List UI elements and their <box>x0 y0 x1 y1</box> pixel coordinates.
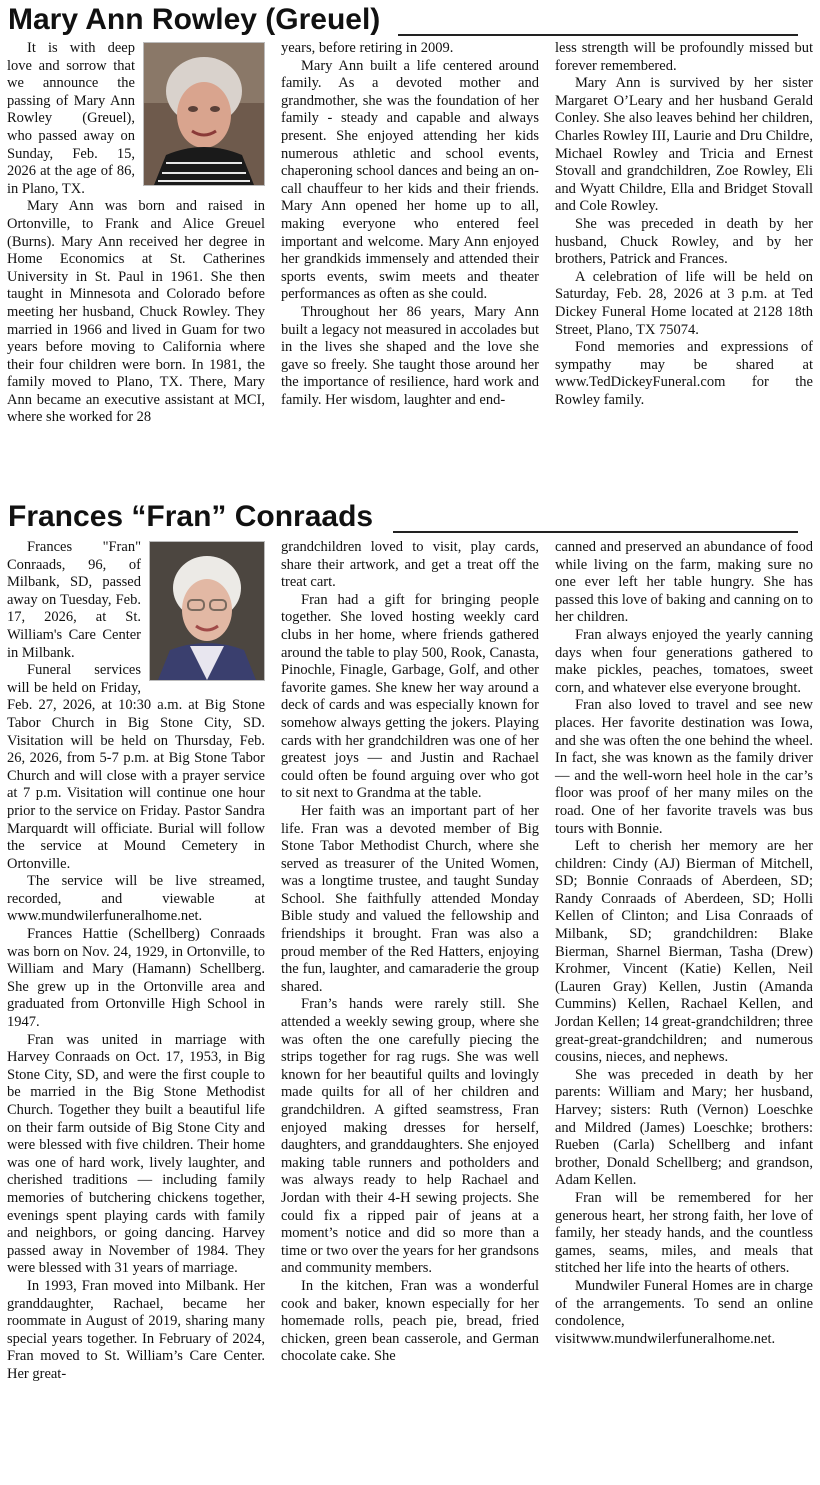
obituary-title: Frances “Fran” Conraads <box>8 500 374 533</box>
column-2 <box>281 539 539 1366</box>
paragraph: years, before retiring in 2009. <box>281 40 454 56</box>
paragraph: It is with deep love and sorrow that we announce the passing of Mary Ann Rowley (Greuel), who passed away on Sunday, Feb. 15, 2026 at the age of 86, in Plano, TX. <box>7 40 135 197</box>
portrait-photo <box>143 42 265 186</box>
column-3 <box>555 539 813 1348</box>
paragraph: Frances Hattie (Schellberg) Conraads was born on Nov. 24, 1929, in Ortonville, to William and Mary (Hamann) Schellberg. She grew up in the Ortonville area and graduated from Ortonville High School in 1947. <box>7 926 265 1031</box>
column-1 <box>7 539 265 1384</box>
paragraph: Fran’s hands were rarely still. She attended a weekly sewing group, where she was often the one carefully piecing the strips together for rag rugs. She was well known for her beautiful quilts and lovingly made quilts for all of her children and grandchildren. A gifted seamstress, Fran enjoyed making dresses for herself, daughters, and granddaughters. She enjoyed making table runners and potholders and was always ready to help Rachael and Jordan with their 4-H sewing projects. She could fix a ripped pair of jeans at a moment’s notice and did so more than a time or two over the years for her grandsons and community members. <box>281 996 539 1277</box>
paragraph: Frances "Fran" Conraads, 96, of Milbank, SD, passed away on Tuesday, Feb. 17, 2026, at St. William's Care Center in Milbank. <box>7 539 141 661</box>
paragraph: Fran also loved to travel and see new places. Her favorite destination was Iowa, and she was often the one behind the wheel. In fact, she was known as the family driver — and the well-worn heel hole in the car’s floor was proof of her many miles on the road. One of her favorite travels was bus tours with Bonnie. <box>555 697 813 837</box>
paragraph: grandchildren loved to visit, play cards, share their artwork, and get a treat off the treat cart. <box>281 539 539 591</box>
title-rule <box>398 34 798 36</box>
obituary-frances-conraads <box>0 497 820 1485</box>
paragraph: Mary Ann is survived by her sister Margaret O’Leary and her husband Gerald Conley. She also leaves behind her children, Charles Rowley III, Laurie and Dru Childre, Michael Rowley and Tricia and Ernest Stovall and grandchildren, Zoe Rowley, Eli and Wyatt Childre, Ella and Bridget Stovall and Cole Rowley. <box>555 75 813 215</box>
column-2 <box>281 40 539 409</box>
paragraph: The service will be live streamed, recorded, and viewable at www.mundwilerfuneralhome.net. <box>7 873 265 925</box>
paragraph: Fran was united in marriage with Harvey Conraads on Oct. 17, 1953, in Big Stone City, SD, and were the first couple to be married in the Big Stone Methodist Church. Together they built a beautiful life on their farm outside of Big Stone City and were blessed with five children. Their home was one of hard work, lively laughter, and cherished traditions — including family memories of butchering chickens together, evenings spent playing cards with family and neighbors, or going dancing. Harvey passed away in November of 1984. They were blessed with 31 years of marriage. <box>7 1031 265 1277</box>
paragraph: Her faith was an important part of her life. Fran was a devoted member of Big Stone Tabor Methodist Church, where she served as treasurer of the United Women, was a longtime trustee, and taught Sunday School. She faithfully attended Monday Bible study and valued the fellowship and friendships it brought. Fran was also a proud member of the Red Hatters, enjoying the fun, laughter, and camaraderie the group shared. <box>281 802 539 995</box>
paragraph: Mundwiler Funeral Homes are in charge of the arrangements. To send an online condolence, visitwww.mundwilerfuneralhome.net. <box>555 1277 813 1347</box>
obituary-mary-ann-rowley <box>0 0 820 495</box>
obituary-header <box>8 497 808 541</box>
paragraph: Fond memories and expressions of sympathy may be shared at www.TedDickeyFuneral.com for the Rowley family. <box>555 339 813 408</box>
paragraph: A celebration of life will be held on Saturday, Feb. 28, 2026 at 3 p.m. at Ted Dickey Funeral Home located at 2128 18th Street, Plano, TX 75074. <box>555 268 813 338</box>
column-3 <box>555 40 813 409</box>
paragraph: canned and preserved an abundance of food while living on the farm, making sure no one ever left her table hungry. She has passed this love of baking and canning on to her children. <box>555 539 813 626</box>
paragraph: Mary Ann built a life centered around family. As a devoted mother and grandmother, she was the foundation of her family - steady and capable and always present. She enjoyed attending her kids numerous athletic and school events, chaperoning school dances and being an on-call chauffeur to her kids and their friends. Mary Ann opened her home up to all, making everyone who entered feel important and welcome. Mary Ann enjoyed her grandkids immensely and attended their sports events, swim meets and theater performances as often as she could. <box>281 57 539 303</box>
paragraph: She was preceded in death by her parents: William and Mary; her husband, Harvey; sisters: Ruth (Vernon) Loeschke and Mildred (James) Loeschke; brothers: Rueben (Carla) Schellberg and infant brother, Donald Schellberg; and grandson, Adam Kellen. <box>555 1066 813 1189</box>
paragraph: Mary Ann was born and raised in Ortonville, to Frank and Alice Greuel (Burns). Mary Ann received her degree in Home Economics at St. Catherines University in St. Paul in 1961. She then taught in Minnesota and Colorado before meeting her husband, Chuck Rowley. They married in 1966 and lived in Guam for two years before moving to California where their four children were born. In 1981, the family moved to Plano, TX. There, Mary Ann became an executive assistant at MCI, where she worked for 28 <box>7 198 265 426</box>
column-1 <box>7 40 265 427</box>
paragraph: less strength will be profoundly missed but forever remembered. <box>555 40 813 74</box>
obituary-title: Mary Ann Rowley (Greuel) <box>8 3 381 36</box>
paragraph: Left to cherish her memory are her children: Cindy (AJ) Bierman of Mitchell, SD; Bonnie Conraads of Aberdeen, SD; Randy Conraads of Aberdeen, SD; Holli Kellen of Clinton; and Lisa Conraads of Milbank, SD; grandchildren: Blake Bierman, Sharnel Bierman, Tasha (Drew) Krohmer, Vincent (Katie) Kellen, Neil (Lauren Gray) Kellen, Justin (Amanda Cummins) Kellen, Rachael Kellen, and Jordan Kellen; 14 great-grandchildren; three great-great-grandchildren; and numerous cousins, nieces, and nephews. <box>555 838 813 1066</box>
paragraph: Throughout her 86 years, Mary Ann built a legacy not measured in accolades but in the lives she shaped and the love she gave so freely. She taught those around her the importance of resilience, hard work and family. Her wisdom, laughter and end- <box>281 303 539 408</box>
paragraph: Fran will be remembered for her generous heart, her strong faith, her love of family, her steady hands, and the countless games, seams, miles, and meals that stitched her life into the hearts of others. <box>555 1189 813 1277</box>
paragraph: Funeral services will be held on Friday, Feb. 27, 2026, at 10:30 a.m. at Big Stone Tabor Church in Big Stone City, SD. Visitation will be held on Thursday, Feb. 26, 2026, from 5-7 p.m. at Big Stone Tabor Church and will close with a prayer service at 7 p.m. Visitation will continue one hour prior to the service on Friday. Pastor Sandra Marquardt will officiate. Burial will follow the service at Mound Cemetery in Ortonville. <box>7 662 265 872</box>
portrait-photo <box>149 541 265 681</box>
title-rule <box>393 531 798 533</box>
paragraph: In the kitchen, Fran was a wonderful cook and baker, known especially for her homemade rolls, peach pie, bread, fried chicken, green bean casserole, and German chocolate cake. She <box>281 1277 539 1365</box>
paragraph: She was preceded in death by her husband, Chuck Rowley, and by her brothers, Patrick and Frances. <box>555 215 813 268</box>
paragraph: In 1993, Fran moved into Milbank. Her granddaughter, Rachael, became her roommate in August of 2019, sharing many special years together. In February of 2024, Fran moved to St. William’s Care Center. Her great- <box>7 1277 265 1382</box>
paragraph: Fran had a gift for bringing people together. She loved hosting weekly card clubs in her home, where friends gathered around the table to play 500, Rook, Canasta, Pinochle, Finagle, Garbage, Golf, and other favorite games. She knew her way around a deck of cards and was especially known for somehow always getting the jokers. Playing cards with her grandchildren was one of her greatest joys — and Justin and Rachael could often be found arguing over who got to sit next to Grandma at the table. <box>281 591 539 802</box>
obituary-header <box>8 0 808 44</box>
paragraph: Fran always enjoyed the yearly canning days when four generations gathered to make pickles, peaches, tomatoes, sweet corn, and whatever else everyone brought. <box>555 626 813 696</box>
